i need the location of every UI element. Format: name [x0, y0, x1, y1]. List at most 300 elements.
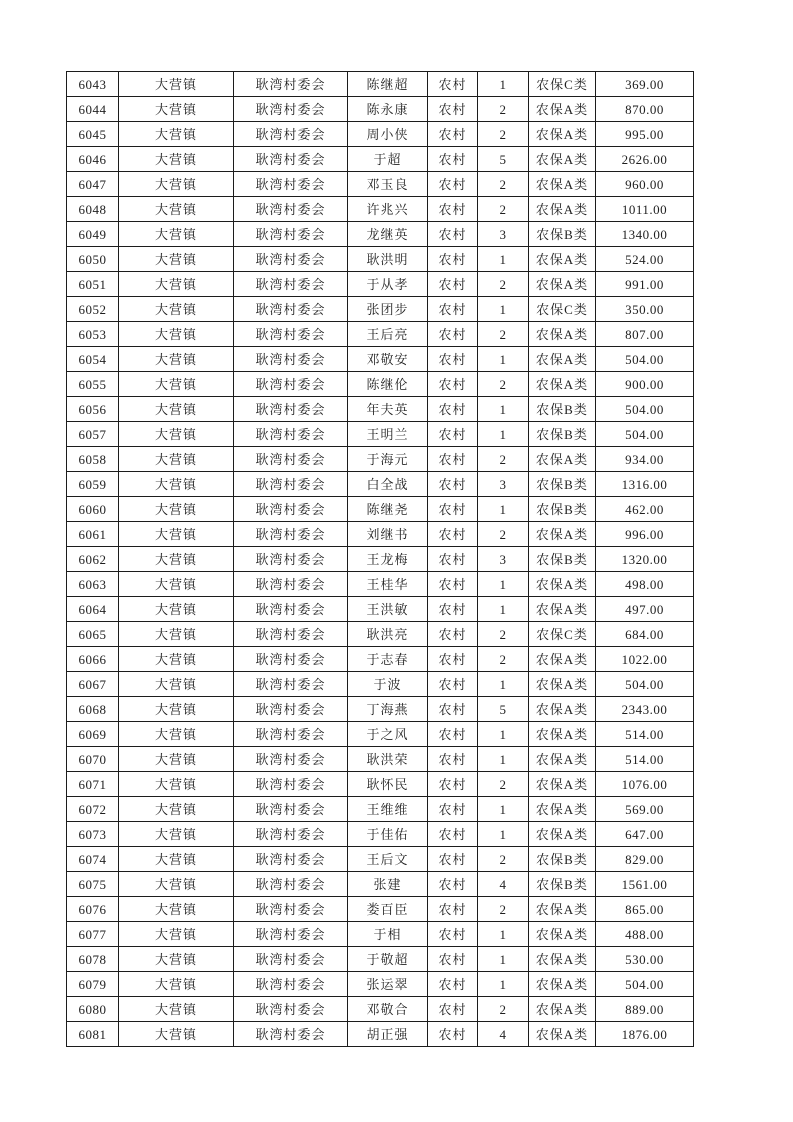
table-row	[67, 472, 694, 497]
table-row	[67, 547, 694, 572]
table-cell-amount: 889.00	[596, 997, 694, 1022]
table-cell-insurance-type: 农保A类	[529, 722, 596, 747]
table-cell-amount: 1561.00	[596, 872, 694, 897]
table-cell-category: 农村	[428, 822, 478, 847]
table-cell-name: 于佳佑	[348, 822, 428, 847]
table-cell-count: 1	[478, 397, 529, 422]
table-cell-insurance-type: 农保A类	[529, 972, 596, 997]
table-cell-id: 6068	[67, 697, 119, 722]
table-cell-category: 农村	[428, 572, 478, 597]
table-cell-town: 大营镇	[119, 197, 234, 222]
table-cell-insurance-type: 农保B类	[529, 847, 596, 872]
table-cell-town: 大营镇	[119, 672, 234, 697]
table-cell-village: 耿湾村委会	[234, 422, 348, 447]
table-row	[67, 522, 694, 547]
table-cell-town: 大营镇	[119, 547, 234, 572]
table-cell-amount: 1022.00	[596, 647, 694, 672]
table-cell-insurance-type: 农保A类	[529, 122, 596, 147]
table-row	[67, 772, 694, 797]
table-cell-category: 农村	[428, 522, 478, 547]
table-cell-insurance-type: 农保B类	[529, 222, 596, 247]
table-cell-count: 1	[478, 572, 529, 597]
table-cell-id: 6071	[67, 772, 119, 797]
table-cell-amount: 829.00	[596, 847, 694, 872]
table-cell-name: 耿怀民	[348, 772, 428, 797]
table-cell-category: 农村	[428, 872, 478, 897]
table-cell-insurance-type: 农保C类	[529, 622, 596, 647]
table-cell-id: 6080	[67, 997, 119, 1022]
table-cell-town: 大营镇	[119, 122, 234, 147]
table-row	[67, 197, 694, 222]
table-cell-id: 6066	[67, 647, 119, 672]
table-cell-insurance-type: 农保A类	[529, 947, 596, 972]
table-cell-id: 6063	[67, 572, 119, 597]
table-cell-name: 王维维	[348, 797, 428, 822]
table-cell-name: 王洪敏	[348, 597, 428, 622]
table-cell-name: 陈永康	[348, 97, 428, 122]
table-cell-amount: 865.00	[596, 897, 694, 922]
table-row	[67, 272, 694, 297]
table-row	[67, 747, 694, 772]
table-cell-id: 6074	[67, 847, 119, 872]
table-cell-insurance-type: 农保A类	[529, 922, 596, 947]
table-cell-insurance-type: 农保A类	[529, 797, 596, 822]
table-cell-amount: 504.00	[596, 422, 694, 447]
table-cell-insurance-type: 农保C类	[529, 72, 596, 97]
table-cell-insurance-type: 农保B类	[529, 422, 596, 447]
table-cell-village: 耿湾村委会	[234, 447, 348, 472]
table-cell-village: 耿湾村委会	[234, 947, 348, 972]
table-cell-id: 6056	[67, 397, 119, 422]
table-cell-insurance-type: 农保A类	[529, 172, 596, 197]
table-cell-insurance-type: 农保B类	[529, 397, 596, 422]
table-cell-village: 耿湾村委会	[234, 272, 348, 297]
table-cell-category: 农村	[428, 672, 478, 697]
table-cell-id: 6078	[67, 947, 119, 972]
table-cell-id: 6044	[67, 97, 119, 122]
table-cell-village: 耿湾村委会	[234, 372, 348, 397]
table-cell-category: 农村	[428, 847, 478, 872]
table-cell-village: 耿湾村委会	[234, 147, 348, 172]
table-cell-count: 1	[478, 947, 529, 972]
table-cell-category: 农村	[428, 797, 478, 822]
table-cell-village: 耿湾村委会	[234, 72, 348, 97]
table-cell-insurance-type: 农保A类	[529, 447, 596, 472]
table-cell-village: 耿湾村委会	[234, 972, 348, 997]
table-cell-category: 农村	[428, 697, 478, 722]
table-cell-category: 农村	[428, 197, 478, 222]
table-cell-name: 陈继超	[348, 72, 428, 97]
table-cell-amount: 504.00	[596, 347, 694, 372]
table-cell-category: 农村	[428, 747, 478, 772]
table-cell-village: 耿湾村委会	[234, 897, 348, 922]
table-cell-insurance-type: 农保A类	[529, 247, 596, 272]
table-row	[67, 847, 694, 872]
table-cell-count: 1	[478, 672, 529, 697]
table-cell-id: 6079	[67, 972, 119, 997]
table-cell-insurance-type: 农保B类	[529, 872, 596, 897]
table-cell-category: 农村	[428, 372, 478, 397]
table-cell-amount: 991.00	[596, 272, 694, 297]
table-cell-count: 3	[478, 472, 529, 497]
table-cell-category: 农村	[428, 597, 478, 622]
table-cell-count: 5	[478, 147, 529, 172]
table-row	[67, 347, 694, 372]
table-cell-count: 2	[478, 522, 529, 547]
table-cell-amount: 870.00	[596, 97, 694, 122]
table-cell-name: 胡正强	[348, 1022, 428, 1047]
table-cell-town: 大营镇	[119, 872, 234, 897]
table-cell-id: 6051	[67, 272, 119, 297]
table-cell-name: 耿洪明	[348, 247, 428, 272]
table-cell-count: 2	[478, 647, 529, 672]
table-cell-name: 年夫英	[348, 397, 428, 422]
table-cell-village: 耿湾村委会	[234, 297, 348, 322]
table-cell-insurance-type: 农保A类	[529, 522, 596, 547]
table-cell-name: 耿洪亮	[348, 622, 428, 647]
table-cell-name: 娄百臣	[348, 897, 428, 922]
table-cell-id: 6058	[67, 447, 119, 472]
table-cell-category: 农村	[428, 622, 478, 647]
table-row	[67, 697, 694, 722]
table-cell-name: 陈继伦	[348, 372, 428, 397]
table-row	[67, 147, 694, 172]
table-cell-town: 大营镇	[119, 1022, 234, 1047]
table-cell-town: 大营镇	[119, 447, 234, 472]
table-cell-town: 大营镇	[119, 97, 234, 122]
table-cell-name: 王后亮	[348, 322, 428, 347]
table-row	[67, 497, 694, 522]
table-row	[67, 297, 694, 322]
table-cell-category: 农村	[428, 497, 478, 522]
table-row	[67, 797, 694, 822]
table-cell-amount: 647.00	[596, 822, 694, 847]
table-cell-amount: 369.00	[596, 72, 694, 97]
table-cell-name: 于之风	[348, 722, 428, 747]
table-cell-village: 耿湾村委会	[234, 172, 348, 197]
table-cell-amount: 995.00	[596, 122, 694, 147]
table-cell-amount: 514.00	[596, 747, 694, 772]
table-cell-town: 大营镇	[119, 247, 234, 272]
table-cell-village: 耿湾村委会	[234, 997, 348, 1022]
table-cell-count: 2	[478, 847, 529, 872]
table-cell-town: 大营镇	[119, 797, 234, 822]
table-cell-name: 于海元	[348, 447, 428, 472]
table-cell-count: 2	[478, 172, 529, 197]
table-cell-name: 于敬超	[348, 947, 428, 972]
table-cell-id: 6046	[67, 147, 119, 172]
table-cell-town: 大营镇	[119, 647, 234, 672]
table-cell-count: 1	[478, 747, 529, 772]
table-cell-village: 耿湾村委会	[234, 547, 348, 572]
table-cell-id: 6053	[67, 322, 119, 347]
table-cell-category: 农村	[428, 397, 478, 422]
table-cell-name: 于志春	[348, 647, 428, 672]
table-cell-id: 6055	[67, 372, 119, 397]
table-cell-insurance-type: 农保B类	[529, 472, 596, 497]
table-row	[67, 1022, 694, 1047]
table-cell-insurance-type: 农保B类	[529, 497, 596, 522]
table-row	[67, 172, 694, 197]
table-cell-village: 耿湾村委会	[234, 222, 348, 247]
table-cell-town: 大营镇	[119, 147, 234, 172]
table-cell-town: 大营镇	[119, 747, 234, 772]
table-cell-town: 大营镇	[119, 822, 234, 847]
table-row	[67, 897, 694, 922]
table-cell-id: 6059	[67, 472, 119, 497]
table-cell-name: 于超	[348, 147, 428, 172]
table-cell-id: 6070	[67, 747, 119, 772]
table-cell-town: 大营镇	[119, 222, 234, 247]
table-cell-id: 6073	[67, 822, 119, 847]
table-cell-amount: 960.00	[596, 172, 694, 197]
table-cell-insurance-type: 农保A类	[529, 772, 596, 797]
table-cell-insurance-type: 农保A类	[529, 347, 596, 372]
table-cell-name: 张运翠	[348, 972, 428, 997]
table-cell-amount: 1320.00	[596, 547, 694, 572]
table-cell-town: 大营镇	[119, 922, 234, 947]
table-cell-village: 耿湾村委会	[234, 497, 348, 522]
table-cell-village: 耿湾村委会	[234, 197, 348, 222]
table-cell-name: 王桂华	[348, 572, 428, 597]
table-cell-name: 周小侠	[348, 122, 428, 147]
table-cell-name: 陈继尧	[348, 497, 428, 522]
table-cell-village: 耿湾村委会	[234, 522, 348, 547]
table-cell-category: 农村	[428, 922, 478, 947]
table-cell-count: 5	[478, 697, 529, 722]
table-row	[67, 647, 694, 672]
table-cell-town: 大营镇	[119, 422, 234, 447]
table-cell-amount: 1011.00	[596, 197, 694, 222]
table-cell-count: 1	[478, 722, 529, 747]
table-cell-village: 耿湾村委会	[234, 472, 348, 497]
table-cell-id: 6045	[67, 122, 119, 147]
table-cell-village: 耿湾村委会	[234, 697, 348, 722]
table-cell-category: 农村	[428, 97, 478, 122]
table-cell-count: 1	[478, 972, 529, 997]
table-cell-category: 农村	[428, 347, 478, 372]
table-cell-name: 耿洪荣	[348, 747, 428, 772]
table-cell-amount: 569.00	[596, 797, 694, 822]
table-cell-amount: 497.00	[596, 597, 694, 622]
table-cell-id: 6049	[67, 222, 119, 247]
table-cell-category: 农村	[428, 322, 478, 347]
table-cell-amount: 1340.00	[596, 222, 694, 247]
table-cell-village: 耿湾村委会	[234, 647, 348, 672]
table-cell-count: 2	[478, 97, 529, 122]
table-cell-insurance-type: 农保A类	[529, 1022, 596, 1047]
table-cell-village: 耿湾村委会	[234, 722, 348, 747]
table-cell-amount: 996.00	[596, 522, 694, 547]
table-cell-insurance-type: 农保A类	[529, 647, 596, 672]
table-cell-category: 农村	[428, 472, 478, 497]
table-cell-amount: 1316.00	[596, 472, 694, 497]
table-cell-name: 王明兰	[348, 422, 428, 447]
table-cell-name: 龙继英	[348, 222, 428, 247]
table-cell-amount: 462.00	[596, 497, 694, 522]
table-cell-id: 6064	[67, 597, 119, 622]
table-cell-count: 4	[478, 1022, 529, 1047]
table-cell-category: 农村	[428, 972, 478, 997]
table-cell-category: 农村	[428, 547, 478, 572]
table-cell-id: 6054	[67, 347, 119, 372]
table-cell-id: 6076	[67, 897, 119, 922]
table-cell-insurance-type: 农保A类	[529, 697, 596, 722]
table-cell-insurance-type: 农保A类	[529, 97, 596, 122]
table-cell-insurance-type: 农保A类	[529, 147, 596, 172]
table-cell-amount: 1876.00	[596, 1022, 694, 1047]
table-body	[67, 72, 694, 1047]
table-cell-name: 于从孝	[348, 272, 428, 297]
table-row	[67, 672, 694, 697]
table-cell-village: 耿湾村委会	[234, 322, 348, 347]
table-cell-count: 4	[478, 872, 529, 897]
table-row	[67, 597, 694, 622]
table-cell-village: 耿湾村委会	[234, 122, 348, 147]
table-cell-amount: 350.00	[596, 297, 694, 322]
table-cell-insurance-type: 农保A类	[529, 997, 596, 1022]
table-cell-id: 6060	[67, 497, 119, 522]
table-cell-id: 6072	[67, 797, 119, 822]
table-cell-amount: 2343.00	[596, 697, 694, 722]
table-cell-category: 农村	[428, 297, 478, 322]
table-cell-count: 1	[478, 347, 529, 372]
table-cell-insurance-type: 农保A类	[529, 372, 596, 397]
table-cell-category: 农村	[428, 122, 478, 147]
table-cell-town: 大营镇	[119, 997, 234, 1022]
table-cell-town: 大营镇	[119, 372, 234, 397]
table-cell-category: 农村	[428, 897, 478, 922]
table-cell-category: 农村	[428, 447, 478, 472]
table-cell-category: 农村	[428, 722, 478, 747]
table-cell-town: 大营镇	[119, 497, 234, 522]
table-cell-count: 2	[478, 372, 529, 397]
table-row	[67, 447, 694, 472]
table-cell-village: 耿湾村委会	[234, 797, 348, 822]
table-cell-village: 耿湾村委会	[234, 1022, 348, 1047]
table-cell-town: 大营镇	[119, 347, 234, 372]
table-cell-amount: 2626.00	[596, 147, 694, 172]
table-cell-count: 2	[478, 122, 529, 147]
table-cell-insurance-type: 农保A类	[529, 822, 596, 847]
table-row	[67, 322, 694, 347]
table-cell-category: 农村	[428, 772, 478, 797]
table-cell-count: 2	[478, 322, 529, 347]
table-row	[67, 222, 694, 247]
table-cell-amount: 524.00	[596, 247, 694, 272]
table-cell-village: 耿湾村委会	[234, 397, 348, 422]
table-cell-town: 大营镇	[119, 722, 234, 747]
table-cell-amount: 934.00	[596, 447, 694, 472]
table-cell-id: 6062	[67, 547, 119, 572]
table-row	[67, 72, 694, 97]
table-cell-amount: 900.00	[596, 372, 694, 397]
table-cell-count: 3	[478, 547, 529, 572]
table-cell-town: 大营镇	[119, 322, 234, 347]
table-cell-name: 邓玉良	[348, 172, 428, 197]
table-cell-town: 大营镇	[119, 697, 234, 722]
table-cell-amount: 1076.00	[596, 772, 694, 797]
table-cell-town: 大营镇	[119, 972, 234, 997]
table-cell-category: 农村	[428, 272, 478, 297]
table-cell-category: 农村	[428, 647, 478, 672]
table-cell-category: 农村	[428, 72, 478, 97]
table-cell-village: 耿湾村委会	[234, 347, 348, 372]
table-row	[67, 722, 694, 747]
table-cell-category: 农村	[428, 222, 478, 247]
table-cell-id: 6052	[67, 297, 119, 322]
table-cell-name: 张团步	[348, 297, 428, 322]
table-cell-category: 农村	[428, 1022, 478, 1047]
table-cell-amount: 530.00	[596, 947, 694, 972]
table-cell-insurance-type: 农保B类	[529, 547, 596, 572]
table-cell-amount: 684.00	[596, 622, 694, 647]
table-cell-town: 大营镇	[119, 947, 234, 972]
table-cell-name: 王后文	[348, 847, 428, 872]
table-cell-count: 2	[478, 997, 529, 1022]
table-cell-count: 2	[478, 447, 529, 472]
table-cell-town: 大营镇	[119, 572, 234, 597]
table-cell-village: 耿湾村委会	[234, 597, 348, 622]
table-cell-insurance-type: 农保A类	[529, 197, 596, 222]
table-cell-insurance-type: 农保A类	[529, 572, 596, 597]
table-cell-village: 耿湾村委会	[234, 97, 348, 122]
table-cell-amount: 514.00	[596, 722, 694, 747]
table-cell-amount: 807.00	[596, 322, 694, 347]
table-cell-village: 耿湾村委会	[234, 772, 348, 797]
table-cell-village: 耿湾村委会	[234, 872, 348, 897]
table-cell-town: 大营镇	[119, 472, 234, 497]
table-cell-town: 大营镇	[119, 172, 234, 197]
table-cell-village: 耿湾村委会	[234, 822, 348, 847]
table-cell-count: 1	[478, 497, 529, 522]
table-row	[67, 247, 694, 272]
table-cell-count: 2	[478, 897, 529, 922]
table-cell-village: 耿湾村委会	[234, 247, 348, 272]
table-cell-id: 6048	[67, 197, 119, 222]
table-cell-id: 6077	[67, 922, 119, 947]
table-cell-village: 耿湾村委会	[234, 922, 348, 947]
table-cell-village: 耿湾村委会	[234, 847, 348, 872]
table-cell-id: 6065	[67, 622, 119, 647]
table-row	[67, 122, 694, 147]
table-cell-id: 6043	[67, 72, 119, 97]
table-row	[67, 872, 694, 897]
table-cell-category: 农村	[428, 172, 478, 197]
table-cell-town: 大营镇	[119, 897, 234, 922]
table-cell-village: 耿湾村委会	[234, 747, 348, 772]
table-row	[67, 997, 694, 1022]
table-cell-count: 1	[478, 422, 529, 447]
table-cell-insurance-type: 农保A类	[529, 672, 596, 697]
benefits-table	[66, 71, 694, 1047]
table-cell-count: 1	[478, 247, 529, 272]
table-cell-id: 6069	[67, 722, 119, 747]
table-cell-town: 大营镇	[119, 272, 234, 297]
table-cell-count: 1	[478, 797, 529, 822]
table-cell-category: 农村	[428, 247, 478, 272]
table-cell-category: 农村	[428, 147, 478, 172]
table-cell-count: 2	[478, 197, 529, 222]
table-cell-count: 1	[478, 822, 529, 847]
table-cell-name: 邓敬合	[348, 997, 428, 1022]
table-row	[67, 372, 694, 397]
table-cell-insurance-type: 农保A类	[529, 747, 596, 772]
table-cell-count: 1	[478, 922, 529, 947]
table-cell-town: 大营镇	[119, 622, 234, 647]
table-cell-count: 1	[478, 597, 529, 622]
table-cell-category: 农村	[428, 997, 478, 1022]
